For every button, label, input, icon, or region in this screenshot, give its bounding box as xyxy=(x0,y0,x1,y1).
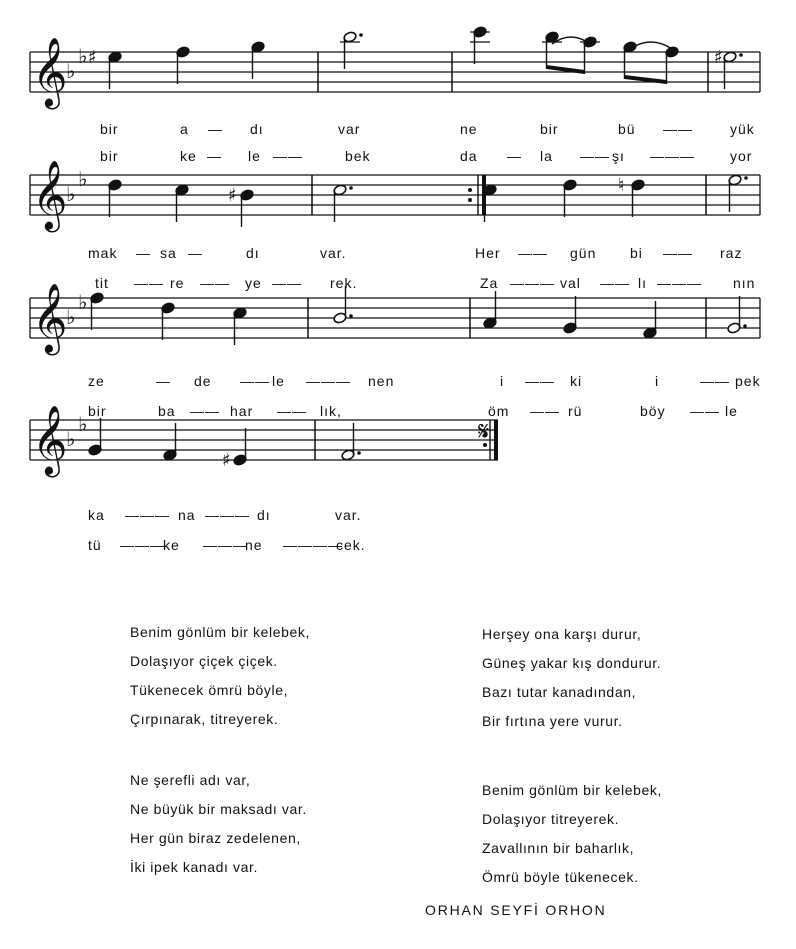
lyric-extender: —— xyxy=(134,275,164,291)
lyric-extender: ——— xyxy=(205,507,250,523)
lyric-syllable: sa xyxy=(160,245,177,261)
lyric-syllable: ze xyxy=(88,373,105,389)
lyric-extender: ——— xyxy=(125,507,170,523)
verse-line: Her gün biraz zedelenen, xyxy=(130,830,301,846)
lyric-syllable: ne xyxy=(460,121,478,137)
lyric-syllable: bi xyxy=(630,245,643,261)
verse-line: Benim gönlüm bir kelebek, xyxy=(482,782,662,798)
verse-4 xyxy=(482,776,662,892)
lyric-syllable: mak xyxy=(88,245,118,261)
lyric-syllable: dı xyxy=(250,121,264,137)
augmentation-dot xyxy=(744,176,748,180)
flat-sign: ♭ xyxy=(66,182,76,206)
author-name: ORHAN SEYFİ ORHON xyxy=(425,902,607,918)
flat-sign: ♭ xyxy=(78,412,88,436)
lyric-extender: —— xyxy=(580,148,610,164)
treble-clef-icon: 𝄞 xyxy=(32,283,68,353)
lyric-syllable: ne xyxy=(245,537,263,553)
lyric-syllable: var. xyxy=(320,245,347,261)
lyric-syllable: ke xyxy=(180,148,197,164)
lyric-syllable: i xyxy=(500,373,505,389)
lyric-extender: — xyxy=(156,373,171,389)
augmentation-dot xyxy=(739,53,743,57)
lyric-syllable: le xyxy=(272,373,285,389)
lyric-extender: —— xyxy=(530,403,560,419)
lyric-syllable: var. xyxy=(335,507,362,523)
lyric-extender: —— xyxy=(273,148,303,164)
lyric-syllable: pek xyxy=(735,373,761,389)
lyric-syllable: de xyxy=(194,373,212,389)
flat-sign: ♭ xyxy=(78,290,88,314)
lyric-syllable: la xyxy=(540,148,553,164)
lyric-extender: —— xyxy=(190,403,220,419)
augmentation-dot xyxy=(357,451,361,455)
lyric-extender: — xyxy=(208,121,223,137)
lyric-syllable: bir xyxy=(100,148,119,164)
lyric-syllable: ka xyxy=(88,507,105,523)
lyric-syllable: Za xyxy=(480,275,499,291)
verse-2 xyxy=(482,620,661,736)
lyric-syllable: ke xyxy=(163,537,180,553)
lyric-extender: —— xyxy=(272,275,302,291)
lyric-syllable: nen xyxy=(368,373,395,389)
lyric-syllable: dı xyxy=(257,507,271,523)
lyric-syllable: i xyxy=(655,373,660,389)
verse-line: Ne büyük bir maksadı var. xyxy=(130,801,307,817)
lyric-syllable: har xyxy=(230,403,254,419)
lyric-syllable: yor xyxy=(730,148,753,164)
treble-clef-icon: 𝄞 xyxy=(32,160,68,230)
verse-line: Herşey ona karşı durur, xyxy=(482,626,642,642)
lyric-extender: —— xyxy=(525,373,555,389)
lyric-extender: —— xyxy=(690,403,720,419)
lyric-extender: —— xyxy=(277,403,307,419)
lyric-syllable: re xyxy=(170,275,185,291)
treble-clef-icon: 𝄞 xyxy=(32,37,68,107)
segno-icon: 𝄋 xyxy=(478,417,490,447)
verse-3 xyxy=(130,766,307,882)
lyric-extender: —— xyxy=(663,245,693,261)
verse-line: Dolaşıyor titreyerek. xyxy=(482,811,620,827)
lyric-syllable: böy xyxy=(640,403,666,419)
verse-line: Ömrü böyle tükenecek. xyxy=(482,869,639,885)
lyric-extender: — xyxy=(207,148,222,164)
lyric-extender: ——— xyxy=(203,537,248,553)
lyric-syllable: lı xyxy=(638,275,647,291)
lyric-extender: ——— xyxy=(657,275,702,291)
lyric-extender: — xyxy=(136,245,151,261)
augmentation-dot xyxy=(349,186,353,190)
lyric-syllable: ba xyxy=(158,403,176,419)
sharp-sign: ♯ xyxy=(88,47,97,68)
lyric-syllable: a xyxy=(180,121,189,137)
lyric-extender: —— xyxy=(600,275,630,291)
lyric-syllable: bir xyxy=(88,403,107,419)
flat-sign: ♭ xyxy=(66,59,76,83)
verse-line: Zavallının bir baharlık, xyxy=(482,840,635,856)
lyric-extender: — xyxy=(507,148,522,164)
lyric-syllable: ye xyxy=(245,275,262,291)
lyric-extender: —— xyxy=(200,275,230,291)
repeat-dot xyxy=(468,188,472,192)
verse-line: Bir fırtına yere vurur. xyxy=(482,713,623,729)
flat-sign: ♭ xyxy=(66,305,76,329)
lyric-extender: —— xyxy=(700,373,730,389)
verse-line: İki ipek kanadı var. xyxy=(130,859,258,875)
verse-line: Bazı tutar kanadından, xyxy=(482,684,637,700)
lyric-extender: ——— xyxy=(650,148,695,164)
verse-line: Çırpınarak, titreyerek. xyxy=(130,711,279,727)
lyric-syllable: dı xyxy=(246,245,260,261)
lyric-extender: — xyxy=(188,245,203,261)
lyric-syllable: ki xyxy=(570,373,583,389)
repeat-dot xyxy=(468,198,472,202)
flat-sign: ♭ xyxy=(66,427,76,451)
lyric-syllable: bir xyxy=(100,121,119,137)
lyric-extender: —— xyxy=(663,121,693,137)
lyric-extender: ——— xyxy=(120,537,165,553)
lyric-syllable: gün xyxy=(570,245,597,261)
lyric-syllable: bek xyxy=(345,148,371,164)
lyric-syllable: val xyxy=(560,275,581,291)
lyric-extender: ——— xyxy=(306,373,351,389)
lyric-syllable: yük xyxy=(730,121,755,137)
lyric-syllable: rek. xyxy=(330,275,358,291)
flat-sign: ♭ xyxy=(78,44,88,68)
natural-sign: ♮ xyxy=(618,175,625,196)
tie xyxy=(630,42,672,49)
sharp-sign: ♯ xyxy=(714,47,723,68)
flat-sign: ♭ xyxy=(78,167,88,191)
verse-1 xyxy=(130,618,310,734)
verse-line: Güneş yakar kış dondurur. xyxy=(482,655,662,671)
lyric-extender: —— xyxy=(518,245,548,261)
lyric-syllable: lık, xyxy=(320,403,342,419)
lyric-syllable: var xyxy=(338,121,361,137)
verse-line: Ne şerefli adı var, xyxy=(130,772,251,788)
lyric-syllable: da xyxy=(460,148,478,164)
sharp-sign: ♯ xyxy=(222,450,231,471)
verse-line: Dolaşıyor çiçek çiçek. xyxy=(130,653,278,669)
lyric-extender: ——— xyxy=(510,275,555,291)
lyric-syllable: cek. xyxy=(336,537,366,553)
lyric-syllable: raz xyxy=(720,245,743,261)
lyric-syllable: bü xyxy=(618,121,636,137)
treble-clef-icon: 𝄞 xyxy=(32,405,68,475)
lyric-syllable: öm xyxy=(488,403,510,419)
lyric-syllable: le xyxy=(725,403,738,419)
augmentation-dot xyxy=(359,33,363,37)
lyric-extender: —— xyxy=(240,373,270,389)
lyric-syllable: şı xyxy=(612,148,625,164)
lyric-syllable: rü xyxy=(568,403,583,419)
verse-line: Tükenecek ömrü böyle, xyxy=(130,682,289,698)
augmentation-dot xyxy=(743,324,747,328)
lyric-syllable: tü xyxy=(88,537,102,553)
lyric-syllable: na xyxy=(178,507,196,523)
sharp-sign: ♯ xyxy=(228,185,237,206)
lyric-syllable: nın xyxy=(733,275,756,291)
final-thick-bar xyxy=(494,420,498,460)
augmentation-dot xyxy=(349,314,353,318)
lyric-syllable: tit xyxy=(95,275,109,291)
lyric-extender: ———— xyxy=(283,537,343,553)
lyric-syllable: le xyxy=(248,148,261,164)
lyric-syllable: Her xyxy=(475,245,501,261)
verse-line: Benim gönlüm bir kelebek, xyxy=(130,624,310,640)
lyric-syllable: bir xyxy=(540,121,559,137)
